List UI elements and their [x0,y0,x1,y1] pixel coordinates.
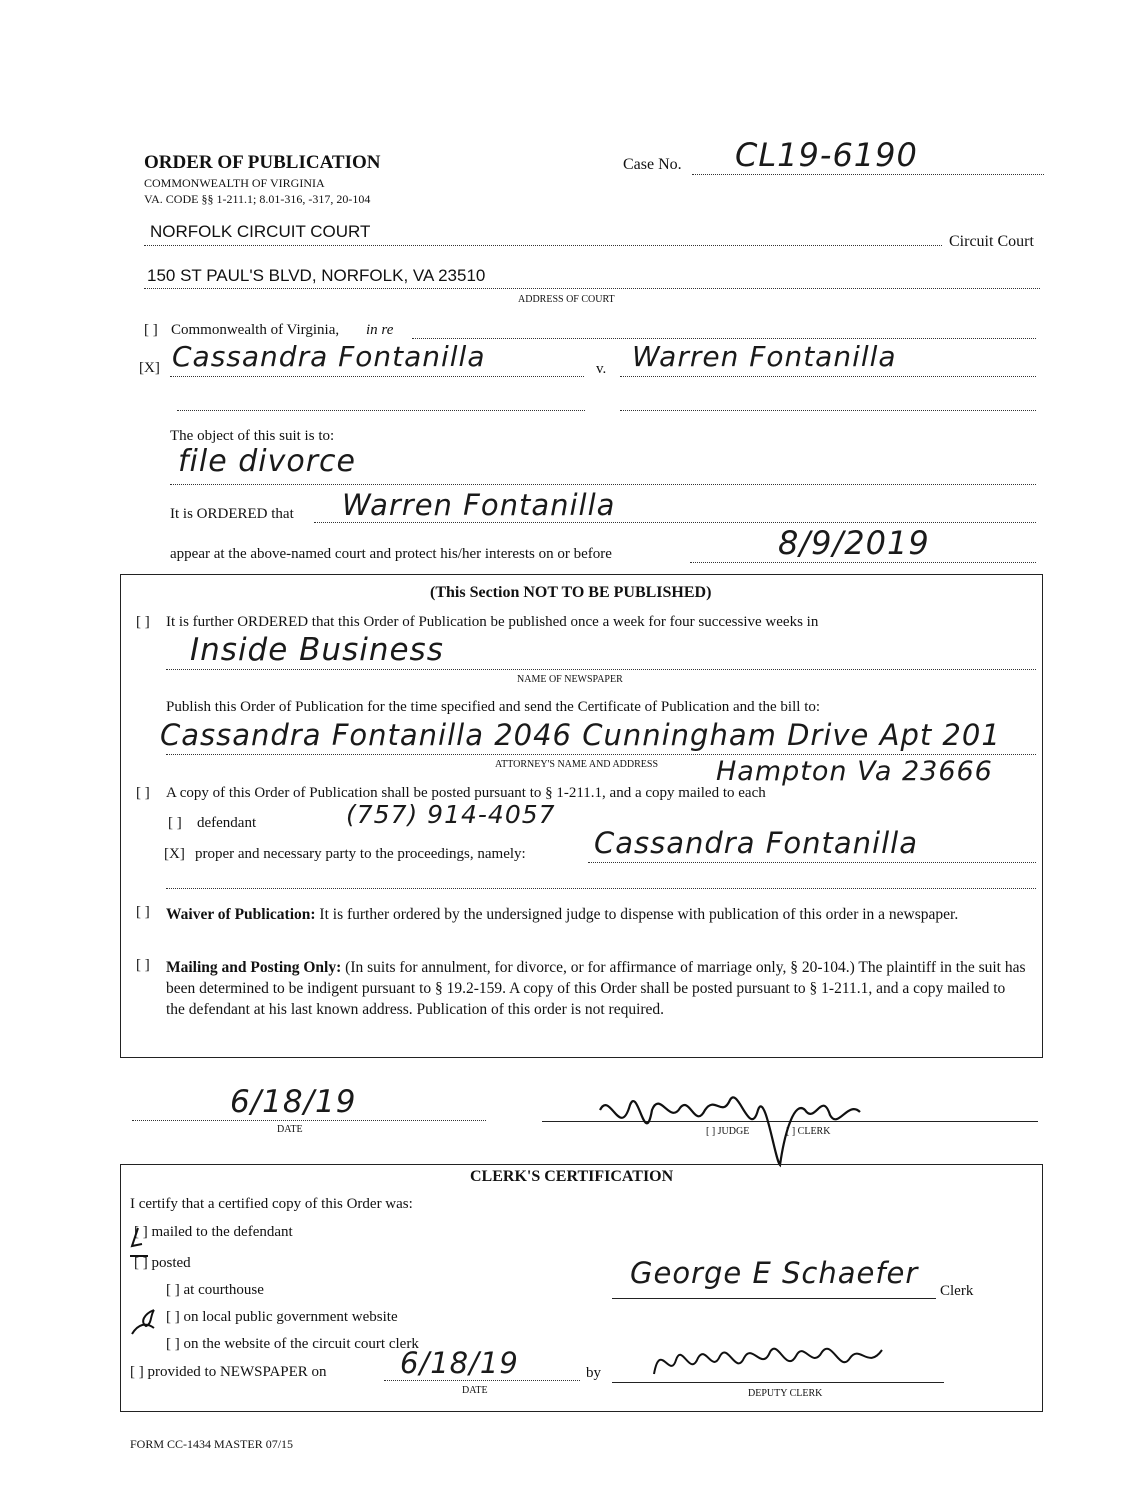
commonwealth-label: Commonwealth of Virginia, [171,322,340,338]
order-date-caption: DATE [277,1124,303,1135]
party-label: proper and necessary party to the proceedings, namely: [195,846,526,862]
versus-label: v. [596,361,607,377]
form-subtitle: COMMONWEALTH OF VIRGINIA [144,176,325,190]
case-label: Case No. [623,156,682,173]
phone-number: (757) 914-4057 [346,800,556,829]
party-checkbox[interactable]: [X] [164,846,185,862]
form-title: ORDER OF PUBLICATION [144,152,381,173]
mailing-text: (In suits for annulment, for divorce, or for affirmance of marriage only, § 20-104.) The plaintiff in the suit has been determined to be indigent pursuant to § 19.2-159. A copy of this Order shall be posted pursuant to § 1-211.1, and a copy mailed to the defendant at his last known address. Publication of this order is not required. [166,959,1026,1018]
waiver-title: Waiver of Publication: [166,906,316,923]
code-reference: VA. CODE §§ 1-211.1; 8.01-316, -317, 20-104 [144,192,371,206]
attorney-name-address: Cassandra Fontanilla 2046 Cunningham Drive Apt 201 [160,718,1001,752]
certification-heading: CLERK'S CERTIFICATION [470,1168,674,1185]
appear-label: appear at the above-named court and protect his/her interests on or before [170,546,612,562]
appear-date: 8/9/2019 [778,524,930,562]
object-label: The object of this suit is to: [170,428,335,444]
address-line [144,288,1040,289]
attorney-line [166,754,1036,755]
by-label: by [586,1365,601,1381]
local-gov-checkbox[interactable]: [ ] on local public government website [166,1309,398,1325]
copy-checkbox[interactable]: [ ] [136,785,150,801]
court-line [144,245,942,246]
posted-checkbox[interactable]: [ ] posted [134,1255,191,1271]
defendant-line-2 [620,410,1036,411]
certification-intro: I certify that a certified copy of this Order was: [130,1196,413,1212]
newspaper-caption: NAME OF NEWSPAPER [517,674,623,685]
attorney-city: Hampton Va 23666 [716,756,993,787]
clerk-name: George E Schaefer [630,1256,919,1290]
deputy-clerk-caption: DEPUTY CLERK [748,1388,823,1399]
publish-text: It is further ORDERED that this Order of Publication be published once a week for four successive weeks in [166,614,819,630]
waiver-checkbox[interactable]: [ ] [136,904,150,920]
plaintiff-checkbox[interactable]: [X] [139,360,160,376]
address-caption: ADDRESS OF COURT [518,294,615,305]
plaintiff-line [170,376,584,377]
mailing-checkbox[interactable]: [ ] [136,957,150,973]
clerk-line [612,1298,936,1299]
court-address: 150 ST PAUL'S BLVD, NORFOLK, VA 23510 [147,266,486,285]
handwritten-check-marks [126,1226,156,1366]
object-line [170,484,1036,485]
bill-text: Publish this Order of Publication for the time specified and send the Certificate of Publication and the bill to: [166,699,821,715]
defendant-label: defendant [197,815,257,831]
provided-checkbox[interactable]: [ ] provided to NEWSPAPER on [130,1364,327,1380]
ordered-line [314,522,1036,523]
court-suffix: Circuit Court [949,233,1034,250]
mailed-checkbox[interactable]: [ ] mailed to the defendant [134,1224,293,1240]
appear-line [690,562,1036,563]
clerk-suffix: Clerk [940,1283,974,1299]
in-re-line [412,338,1036,339]
in-re-label: in re [366,322,394,338]
order-date-line [132,1120,486,1121]
ordered-label: It is ORDERED that [170,506,294,522]
provided-date-line [384,1380,580,1381]
judge-signature [590,1070,870,1170]
defendant-line [620,376,1036,377]
order-date: 6/18/19 [230,1084,357,1120]
plaintiff-line-2 [177,410,585,411]
defendant-checkbox[interactable]: [ ] [168,815,182,831]
mailing-title: Mailing and Posting Only: [166,959,342,976]
deputy-clerk-signature [646,1330,906,1390]
case-line [692,174,1044,175]
copy-text: A copy of this Order of Publication shall be posted pursuant to § 1-211.1, and a copy mailed to each [166,785,766,801]
case-number: CL19-6190 [735,136,918,174]
waiver-text: It is further ordered by the undersigned judge to dispense with publication of this order in a newspaper. [319,906,959,923]
waiver-paragraph [166,904,1026,925]
section-heading: (This Section NOT TO BE PUBLISHED) [430,584,712,601]
clerk-site-checkbox[interactable]: [ ] on the website of the circuit court clerk [166,1336,419,1352]
newspaper-line [166,669,1036,670]
party-name: Cassandra Fontanilla [594,826,918,860]
defendant-name: Warren Fontanilla [632,340,897,373]
ordered-party: Warren Fontanilla [342,488,616,522]
courthouse-checkbox[interactable]: [ ] at courthouse [166,1282,264,1298]
provided-date-caption: DATE [462,1385,488,1396]
judge-label: [ ] JUDGE [706,1126,750,1137]
attorney-caption: ATTORNEY'S NAME AND ADDRESS [495,759,659,770]
publish-checkbox[interactable]: [ ] [136,614,150,630]
newspaper-name: Inside Business [190,632,444,668]
mailing-paragraph [166,957,1026,1020]
party-line [588,862,1036,863]
clerk-label: [ ] CLERK [786,1126,831,1137]
commonwealth-checkbox[interactable]: [ ] [144,322,158,338]
provided-date: 6/18/19 [400,1346,519,1380]
court-name: NORFOLK CIRCUIT COURT [150,222,371,241]
form-number: FORM CC-1434 MASTER 07/15 [130,1437,294,1451]
object-value: file divorce [178,444,356,479]
plaintiff-name: Cassandra Fontanilla [172,340,486,373]
party-line-2 [166,888,1036,889]
